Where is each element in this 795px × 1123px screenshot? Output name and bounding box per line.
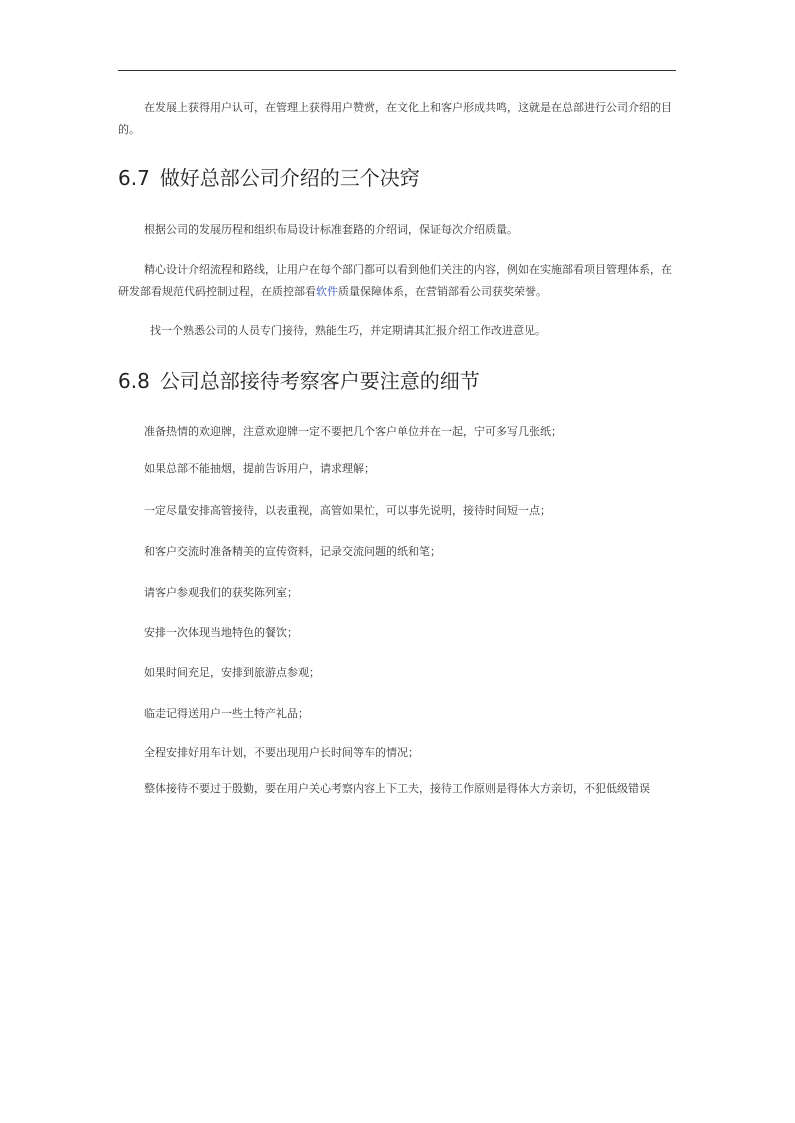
paragraph-route-text-2: 质量保障体系，在营销部看公司获奖荣誉。 (338, 285, 547, 298)
section-title: 做好总部公司介绍的三个决窍 (159, 166, 420, 190)
intro-paragraph: 在发展上获得用户认可，在管理上获得用户赞赏，在文化上和客户形成共鸣，这就是在总部进行公司介绍的目的。 (118, 101, 672, 136)
section-number: 6.8 (118, 369, 150, 393)
paragraph-route (118, 259, 676, 303)
page-cut-region (118, 778, 676, 814)
paragraph-host: 找一个熟悉公司的人员专门接待，熟能生巧，并定期请其汇报介绍工作改进意见。 (150, 324, 546, 337)
list-item: 临走记得送用户一些土特产礼品； (144, 707, 309, 720)
list-item-last: 整体接待不要过于殷勤，要在用户关心考察内容上下工夫，接待工作原则是得体大方亲切，不犯低级错误 (144, 782, 650, 795)
list-item: 一定尽量安排高管接待，以表重视，高管如果忙，可以事先说明，接待时间短一点； (144, 504, 551, 517)
list-item: 如果时间充足，安排到旅游点参观； (144, 666, 320, 679)
section-heading-6-8 (118, 367, 676, 395)
list-item: 全程安排好用车计划，不要出现用户长时间等车的情况； (144, 746, 419, 759)
software-link[interactable]: 软件 (316, 285, 338, 298)
section-heading-6-7 (118, 164, 676, 192)
list-item: 准备热情的欢迎牌，注意欢迎牌一定不要把几个客户单位并在一起，宁可多写几张纸； (144, 425, 562, 438)
header-rule (118, 70, 676, 71)
section-title: 公司总部接待考察客户要注意的细节 (159, 369, 480, 393)
section-number: 6.7 (118, 166, 150, 190)
list-item: 和客户交流时准备精美的宣传资料，记录交流问题的纸和笔； (144, 545, 441, 558)
list-item: 如果总部不能抽烟，提前告诉用户，请求理解； (144, 462, 375, 475)
list-item: 请客户参观我们的获奖陈列室； (144, 586, 298, 599)
paragraph-route-text-1: 精心设计介绍流程和路线，让用户在每个部门都可以看到他们关注的内容，例如在实施部看项目管理体系，在研发部看规范代码控制过程，在质控部看 (118, 263, 672, 298)
paragraph-script: 根据公司的发展历程和组织布局设计标准套路的介绍词，保证每次介绍质量。 (144, 223, 518, 236)
list-item: 安排一次体现当地特色的餐饮； (144, 626, 298, 639)
